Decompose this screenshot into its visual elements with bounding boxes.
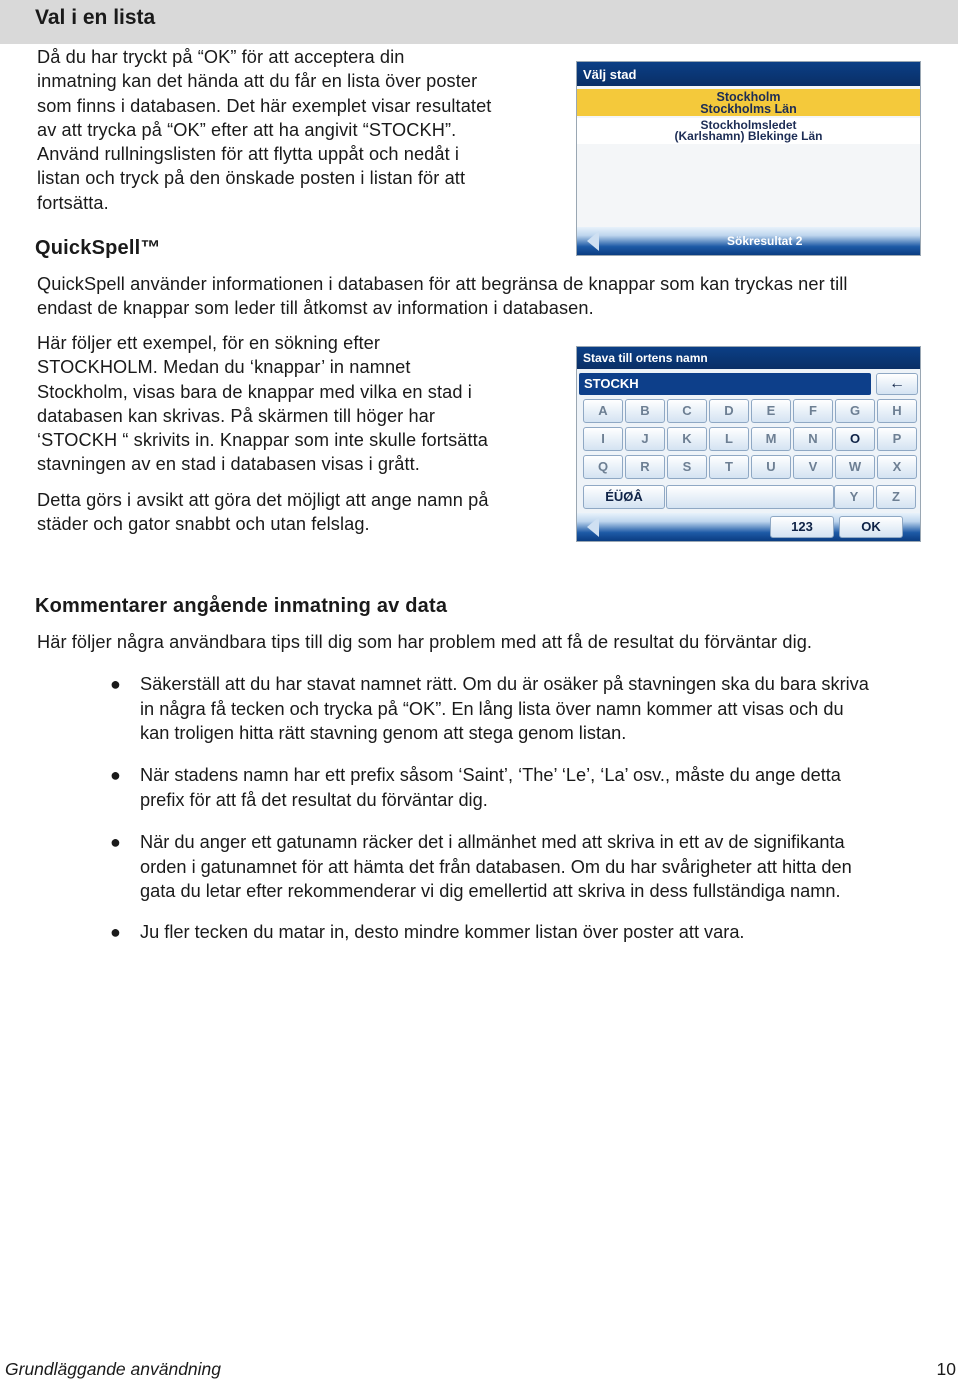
bullet-icon: ● bbox=[110, 922, 121, 942]
key-s[interactable]: S bbox=[667, 455, 707, 479]
list-empty-area bbox=[577, 144, 920, 227]
key-z[interactable]: Z bbox=[876, 485, 916, 509]
text-line: orden i gatunamnet för att hämta det från databasen. Om du har svårigheter att hitta den bbox=[140, 856, 852, 877]
result-item[interactable] bbox=[577, 118, 920, 144]
numbers-key[interactable]: 123 bbox=[770, 516, 834, 538]
screen-bottom-bar bbox=[577, 227, 920, 255]
text-line: av att trycka på “OK” efter att ha angivit “STOCKH”. bbox=[37, 119, 457, 140]
text-line: prefix för att få det resultat du förväntar dig. bbox=[140, 789, 488, 810]
backspace-arrow-icon: ← bbox=[889, 375, 905, 392]
text-line: Använd rullningslisten för att flytta uppåt och nedåt i bbox=[37, 144, 460, 165]
text-line: städer och gator snabbt och utan felslag. bbox=[37, 514, 370, 535]
bullet-icon: ● bbox=[110, 765, 121, 785]
quickspell-example bbox=[37, 331, 557, 477]
text-line: Säkerställ att du har stavat namnet rätt. Om du är osäker på stavningen ska du bara skriva bbox=[140, 674, 869, 694]
result-item-line2: Stockholms Län bbox=[700, 102, 797, 116]
screen-title-bar bbox=[577, 347, 920, 369]
footer-section-name: Grundläggande användning bbox=[5, 1359, 222, 1379]
key-y[interactable]: Y bbox=[834, 485, 874, 509]
screen-bottom-bar bbox=[577, 513, 920, 541]
page-number: 10 bbox=[936, 1359, 956, 1379]
key-o[interactable]: O bbox=[835, 427, 875, 451]
space-key[interactable] bbox=[666, 485, 834, 509]
quickspell-intro bbox=[37, 272, 947, 321]
text-line: inmatning kan det hända att du får en lista över poster bbox=[37, 71, 478, 92]
key-n[interactable]: N bbox=[793, 427, 833, 451]
key-c[interactable]: C bbox=[667, 399, 707, 423]
section1-paragraph bbox=[37, 45, 557, 215]
section3-intro: Här följer några användbara tips till dig som har problem med att få de resultat du förväntar dig. bbox=[37, 632, 813, 652]
text-line: endast de knappar som leder till åtkomst av information i databasen. bbox=[37, 298, 594, 319]
special-chars-key[interactable]: ÉÜØÂ bbox=[583, 485, 665, 509]
text-line: Här följer ett exempel, för en sökning efter bbox=[37, 333, 381, 353]
key-p[interactable]: P bbox=[877, 427, 917, 451]
key-f[interactable]: F bbox=[793, 399, 833, 423]
text-line: fortsätta. bbox=[37, 192, 109, 213]
bullet-icon: ● bbox=[110, 832, 121, 852]
bullet-icon: ● bbox=[110, 674, 121, 694]
section-title-kommentarer: Kommentarer angående inmatning av data bbox=[35, 595, 448, 617]
key-q[interactable]: Q bbox=[583, 455, 623, 479]
text-line: kan troligen hitta rätt stavning genom att stega genom listan. bbox=[140, 723, 627, 743]
text-line: Detta görs i avsikt att göra det möjligt att ange namn på bbox=[37, 490, 489, 510]
text-line: När stadens namn har ett prefix såsom ‘Saint’, ‘The’ ‘Le’, ‘La’ osv., måste du ange detta bbox=[140, 765, 841, 785]
backspace-button[interactable] bbox=[876, 373, 918, 395]
key-j[interactable]: J bbox=[625, 427, 665, 451]
text-line: Stockholm, visas bara de knappar med vilka en stad i bbox=[37, 381, 472, 402]
result-item-line1: Stockholmsledet bbox=[700, 118, 797, 132]
key-b[interactable]: B bbox=[625, 399, 665, 423]
back-arrow-icon[interactable] bbox=[587, 517, 599, 537]
text-line: STOCKHOLM. Medan du ‘knappar’ in namnet bbox=[37, 357, 411, 378]
key-x[interactable]: X bbox=[877, 455, 917, 479]
back-arrow-icon[interactable] bbox=[587, 231, 599, 251]
key-e[interactable]: E bbox=[751, 399, 791, 423]
text-line: ‘STOCKH “ skrivits in. Knappar som inte skulle fortsätta bbox=[37, 430, 489, 451]
list-item bbox=[110, 763, 841, 812]
screen-title: Stava till ortens namn bbox=[583, 351, 708, 365]
key-g[interactable]: G bbox=[835, 399, 875, 423]
list-item bbox=[110, 920, 745, 945]
result-item-selected[interactable] bbox=[577, 89, 920, 116]
key-i[interactable]: I bbox=[583, 427, 623, 451]
text-line: gata du letar efter rekommenderar vi dig emellertid att skriva in dess fullständiga namn. bbox=[140, 881, 841, 901]
screenshot-stava-ortens-namn bbox=[576, 346, 921, 542]
text-line: QuickSpell använder informationen i databasen för att begränsa de knappar som kan tryckas ner till bbox=[37, 274, 848, 294]
text-line: databasen kan skrivas. På skärmen till höger har bbox=[37, 405, 436, 426]
text-line: stavningen av en stad i databasen visas i grått. bbox=[37, 454, 420, 475]
text-line: listan och tryck på den önskade posten i listan för att bbox=[37, 168, 466, 189]
screen-title-bar bbox=[577, 62, 920, 86]
key-m[interactable]: M bbox=[751, 427, 791, 451]
text-line: som finns i databasen. Det här exemplet visar resultatet bbox=[37, 95, 492, 116]
text-line: Ju fler tecken du matar in, desto mindre kommer listan över poster att vara. bbox=[140, 922, 745, 942]
key-l[interactable]: L bbox=[709, 427, 749, 451]
list-item bbox=[110, 672, 869, 746]
result-item-line2: (Karlshamn) Blekinge Län bbox=[674, 129, 823, 143]
key-h[interactable]: H bbox=[877, 399, 917, 423]
key-a[interactable]: A bbox=[583, 399, 623, 423]
key-d[interactable]: D bbox=[709, 399, 749, 423]
screenshot-valj-stad bbox=[576, 61, 921, 256]
result-item-line1: Stockholm bbox=[716, 90, 781, 104]
key-u[interactable]: U bbox=[751, 455, 791, 479]
text-line: Då du har tryckt på “OK” för att acceptera din bbox=[37, 47, 405, 67]
section-title-val-i-en-lista: Val i en lista bbox=[35, 6, 156, 29]
key-v[interactable]: V bbox=[793, 455, 833, 479]
key-t[interactable]: T bbox=[709, 455, 749, 479]
text-line: in några få tecken och trycka på “OK”. En lång lista över namn kommer att visas och du bbox=[140, 698, 844, 719]
text-line: När du anger ett gatunamn räcker det i allmänhet med att skriva in ett av de signifikanta bbox=[140, 832, 845, 852]
search-input[interactable] bbox=[579, 373, 871, 395]
key-k[interactable]: K bbox=[667, 427, 707, 451]
screen-title: Välj stad bbox=[583, 67, 637, 82]
search-result-count: Sökresultat 2 bbox=[727, 234, 803, 248]
key-r[interactable]: R bbox=[625, 455, 665, 479]
section-title-quickspell: QuickSpell™ bbox=[35, 237, 161, 259]
list-item bbox=[110, 830, 852, 904]
search-input-value: STOCKH bbox=[584, 376, 639, 391]
ok-button[interactable]: OK bbox=[839, 516, 903, 538]
key-w[interactable]: W bbox=[835, 455, 875, 479]
quickspell-purpose bbox=[37, 488, 557, 537]
